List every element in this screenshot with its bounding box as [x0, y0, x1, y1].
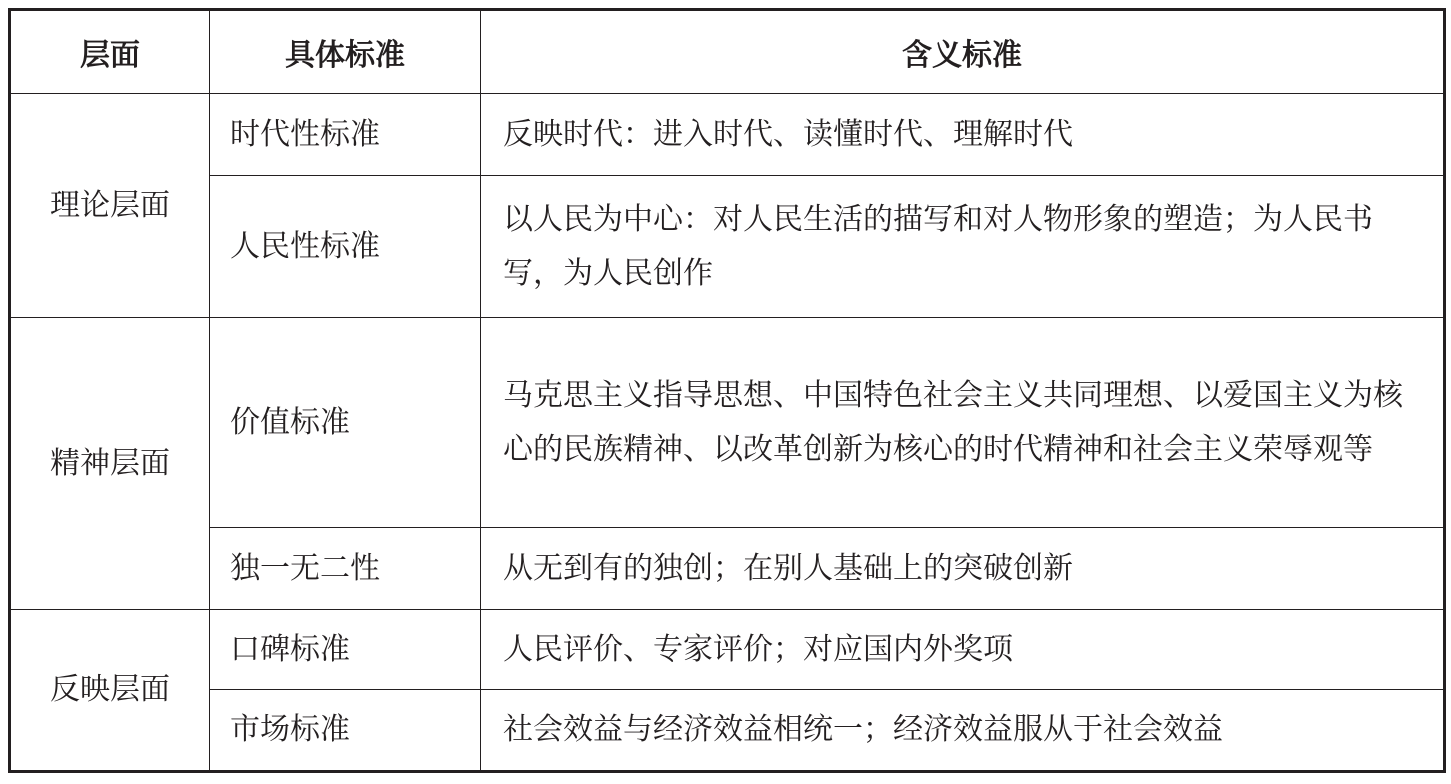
meaning-cell: 以人民为中心：对人民生活的描写和对人物形象的塑造；为人民书写，为人民创作 [481, 176, 1445, 318]
meaning-cell: 人民评价、专家评价；对应国内外奖项 [481, 610, 1445, 690]
header-meaning: 含义标准 [481, 10, 1445, 94]
meaning-cell: 从无到有的独创；在别人基础上的突破创新 [481, 528, 1445, 610]
criterion-cell: 市场标准 [210, 690, 481, 772]
standards-table-container [8, 8, 1443, 772]
criterion-cell: 人民性标准 [210, 176, 481, 318]
level-cell: 精神层面 [10, 318, 210, 610]
meaning-cell: 反映时代：进入时代、读懂时代、理解时代 [481, 94, 1445, 176]
level-cell: 理论层面 [10, 94, 210, 318]
table-row [10, 528, 1445, 610]
table-row [10, 176, 1445, 318]
table-row [10, 610, 1445, 690]
table-row [10, 94, 1445, 176]
standards-table [8, 8, 1446, 773]
criterion-cell: 口碑标准 [210, 610, 481, 690]
meaning-cell: 社会效益与经济效益相统一；经济效益服从于社会效益 [481, 690, 1445, 772]
criterion-cell: 时代性标准 [210, 94, 481, 176]
table-row [10, 318, 1445, 528]
table-row [10, 690, 1445, 772]
header-criterion: 具体标准 [210, 10, 481, 94]
criterion-cell: 独一无二性 [210, 528, 481, 610]
level-cell: 反映层面 [10, 610, 210, 772]
meaning-cell: 马克思主义指导思想、中国特色社会主义共同理想、以爱国主义为核心的民族精神、以改革创新为核心的时代精神和社会主义荣辱观等 [481, 318, 1445, 528]
table-header-row [10, 10, 1445, 94]
header-level: 层面 [10, 10, 210, 94]
criterion-cell: 价值标准 [210, 318, 481, 528]
